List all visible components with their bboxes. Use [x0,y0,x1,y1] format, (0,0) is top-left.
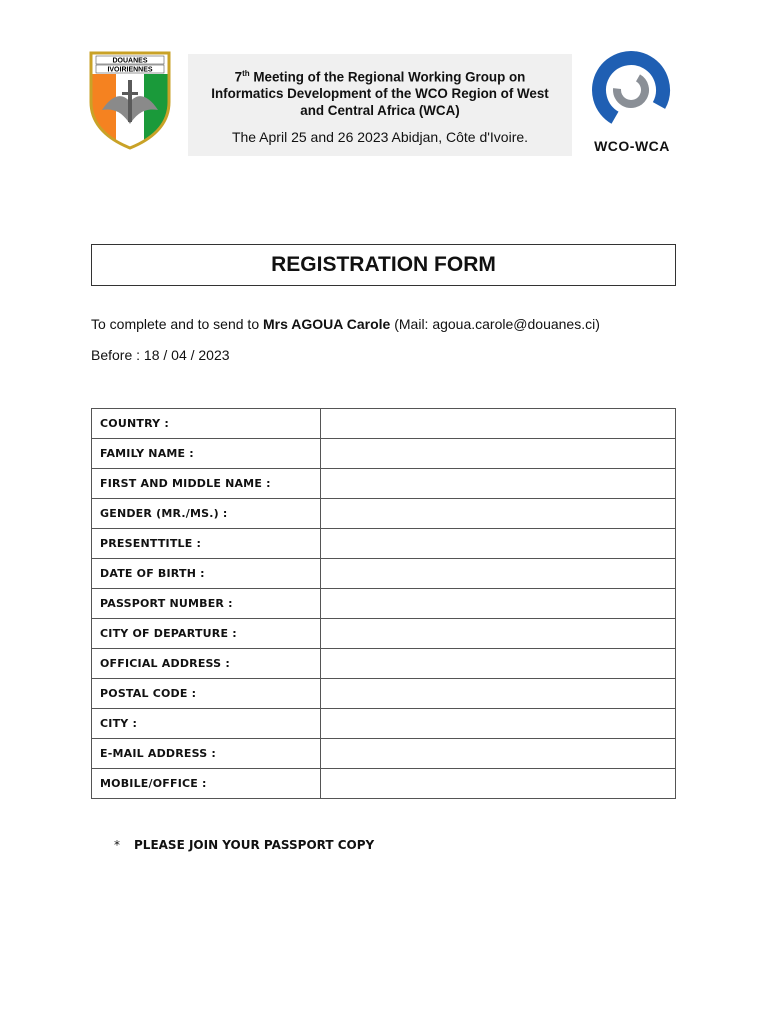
field-label: POSTAL CODE : [92,679,321,709]
meeting-dates: The April 25 and 26 2023 Abidjan, Côte d'Ivoire. [231,129,529,146]
field-label: MOBILE/OFFICE : [92,769,321,799]
field-label: CITY OF DEPARTURE : [92,619,321,649]
field-value[interactable] [321,649,676,679]
field-value[interactable] [321,589,676,619]
field-value[interactable] [321,469,676,499]
meeting-title: 7th Meeting of the Regional Working Group on Informatics Development of the WCO Region of West and Central Africa (WCA) [211,69,549,119]
field-value[interactable] [321,709,676,739]
contact-name: Mrs AGOUA Carole [263,316,391,332]
deadline: Before : 18 / 04 / 2023 [91,347,230,363]
form-row [92,409,676,439]
logo-text-line2: IVOIRIENNES [107,66,153,74]
passport-note: * PLEASE JOIN YOUR PASSPORT COPY [114,838,375,852]
field-label: PASSPORT NUMBER : [92,589,321,619]
form-row [92,679,676,709]
form-title: REGISTRATION FORM [91,244,676,286]
field-label: COUNTRY : [92,409,321,439]
form-row [92,439,676,469]
field-value[interactable] [321,769,676,799]
field-label: OFFICIAL ADDRESS : [92,649,321,679]
field-label: PRESENTTITLE : [92,529,321,559]
form-row [92,499,676,529]
field-value[interactable] [321,409,676,439]
form-row [92,709,676,739]
form-row [92,739,676,769]
field-value[interactable] [321,739,676,769]
send-instructions: To complete and to send to Mrs AGOUA Carole (Mail: agoua.carole@douanes.ci) [91,316,600,332]
form-row [92,619,676,649]
field-value[interactable] [321,679,676,709]
field-value[interactable] [321,499,676,529]
field-label: FAMILY NAME : [92,439,321,469]
field-label: E-MAIL ADDRESS : [92,739,321,769]
field-value[interactable] [321,619,676,649]
field-value[interactable] [321,559,676,589]
field-value[interactable] [321,439,676,469]
form-row [92,649,676,679]
field-label: CITY : [92,709,321,739]
registration-table [91,408,676,799]
form-row [92,469,676,499]
form-row [92,529,676,559]
field-label: FIRST AND MIDDLE NAME : [92,469,321,499]
douanes-ivoiriennes-logo [88,50,172,150]
field-value[interactable] [321,529,676,559]
form-row [92,589,676,619]
meeting-header [188,54,572,156]
field-label: GENDER (MR./MS.) : [92,499,321,529]
form-row [92,559,676,589]
wco-wca-label: WCO-WCA [594,138,670,154]
logo-text-line1: DOUANES [112,57,148,65]
form-row [92,769,676,799]
bullet-icon: * [114,838,120,852]
field-label: DATE OF BIRTH : [92,559,321,589]
